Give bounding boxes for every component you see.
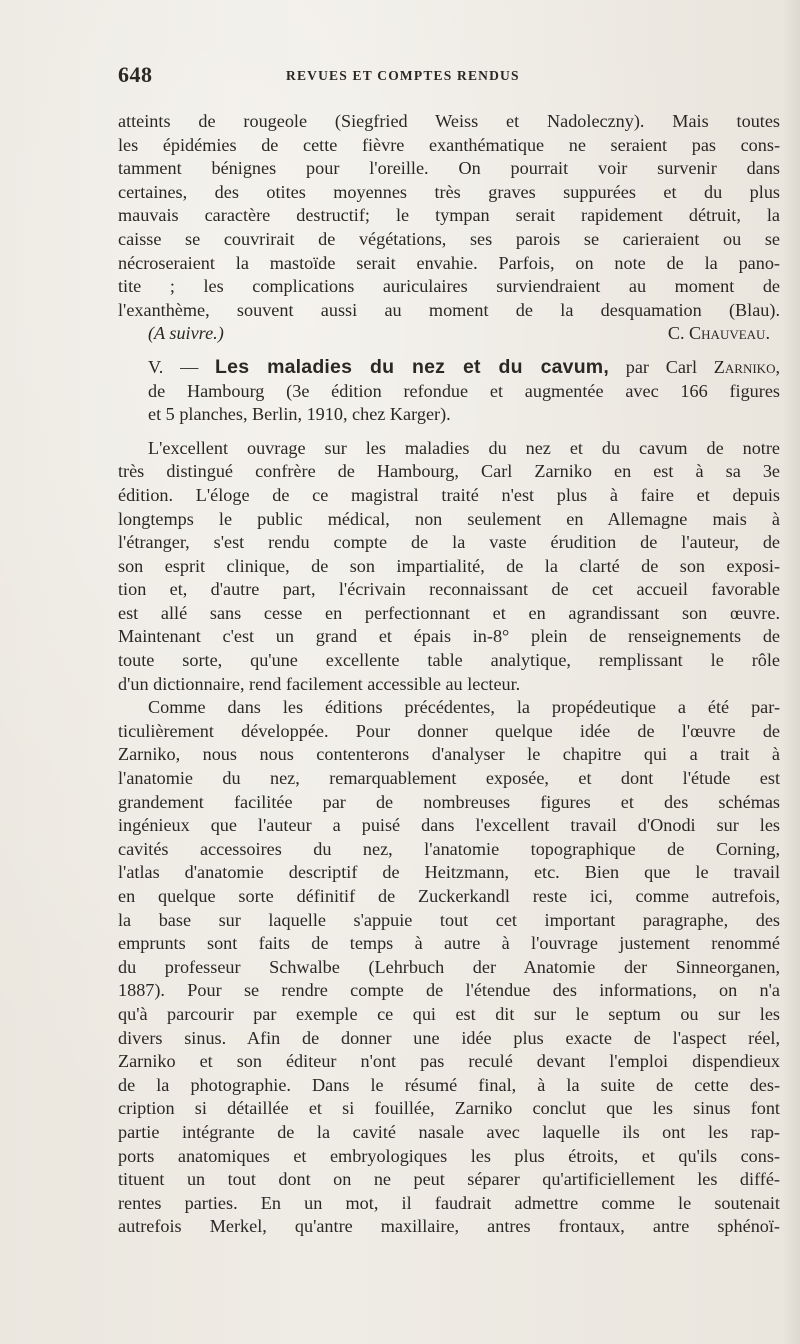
running-title: REVUES ET COMPTES RENDUS [286,68,520,83]
reviewer-signature: C. Chauveau. [667,323,770,344]
page-body [118,110,780,1239]
section-number: V. — [148,356,199,377]
text-line: l'anatomie du nez, remarquablement exposée, et dont l'étude est [118,768,780,789]
previous-review-end [118,110,780,346]
text-line: ports anatomiques et embryologiques les plus étroits, et qu'ils cons- [118,1145,780,1166]
continuation-note: (A suivre.) [148,323,224,344]
text-line: cavités accessoires du nez, l'anatomie topographique de Corning, [118,838,780,859]
text-line: grandement facilitée par de nombreuses figures et des schémas [118,791,780,812]
text-line: de la photographie. Dans le résumé final, à la suite de cette des- [118,1074,780,1095]
text-line: Zarniko, nous nous contenterons d'analyser le chapitre qui a trait à [118,744,780,765]
text-line: Maintenant c'est un grand et épais in-8° plein de renseignements de [118,626,780,647]
text-line: tamment bénignes pour l'oreille. On pourrait voir survenir dans [118,158,780,179]
text-line: du professeur Schwalbe (Lehrbuch der Anatomie der Sinneorganen, [118,956,780,977]
review-section [118,356,780,427]
text-line: son esprit clinique, de son impartialité, de la clarté de son exposi- [118,555,780,576]
text-line: l'atlas d'anatomie descriptif de Heitzmann, etc. Bien que le travail [118,862,780,883]
text-line: nécroseraient la mastoïde serait envahie. Parfois, on note de la pano- [118,252,780,273]
signature-line [118,322,780,346]
text-line: ticulièrement développée. Pour donner quelque idée de l'œuvre de [118,720,780,741]
citation-line: de Hambourg (3e édition refondue et augmentée avec 166 figures [148,380,780,401]
text-line: ingénieux que l'auteur a puisé dans l'excellent travail d'Onodi sur les [118,815,780,836]
text-line: L'excellent ouvrage sur les maladies du nez et du cavum de notre [148,437,780,458]
text-line: caisse se couvrirait de végétations, ses parois se carieraient ou se [118,228,780,249]
text-line: tituent un tout dont on ne peut séparer qu'artificiellement les diffé- [118,1169,780,1190]
page-number: 648 [118,62,153,87]
text-line: l'exanthème, souvent aussi au moment de la desquamation (Blau). [118,299,780,320]
text-line: cription si détaillée et si fouillée, Zarniko conclut que les sinus font [118,1098,780,1119]
text-line: partie intégrante de la cavité nasale avec laquelle ils ont les rap- [118,1121,780,1142]
text-line: certaines, des otites moyennes très graves suppurées et du plus [118,181,780,202]
text-line: toute sorte, qu'une excellente table analytique, remplissant le rôle [118,650,780,671]
text-line: d'un dictionnaire, rend facilement accessible au lecteur. [118,673,521,694]
page-edge-shadow [782,0,800,1344]
text-line: est allé sans cesse en perfectionnant et en agrandissant son œuvre. [118,602,780,623]
text-line: divers sinus. Afin de donner une idée plus exacte de l'aspect réel, [118,1027,780,1048]
text-line: Comme dans les éditions précédentes, la propédeutique a été par- [148,697,780,718]
paragraph-2 [118,696,780,1239]
page-header [118,62,780,92]
paragraph-1 [118,437,780,697]
author-name: Zarniko, [713,356,781,377]
text-line: tite ; les complications auriculaires surviendraient au moment de [118,276,780,297]
section-title: Les maladies du nez et du cavum, [215,355,609,378]
text-line: en quelque sorte définitif de Zuckerkandl reste ici, comme autrefois, [118,886,780,906]
text-line: tion et, d'autre part, l'écrivain reconnaissant de cet accueil favorable [118,579,780,600]
text-line: mauvais caractère destructif; le tympan serait rapidement détruit, la [118,205,780,226]
citation-line: et 5 planches, Berlin, 1910, chez Karger). [148,404,451,425]
text-line: la base sur laquelle s'appuie tout cet important paragraphe, des [118,909,780,930]
text-line: édition. L'éloge de ce magistral traité n'est plus à faire et depuis [118,484,780,505]
byline-text: par Carl [625,356,698,377]
section-heading [118,356,780,380]
text-line: l'étranger, s'est rendu compte de la vaste érudition de l'auteur, de [118,532,780,553]
text-line: longtemps le public médical, non seulement en Allemagne mais à [118,508,780,529]
text-line: rentes parties. En un mot, il faudrait admettre comme le soutenait [118,1192,780,1213]
text-line: très distingué confrère de Hambourg, Carl Zarniko en est à sa 3e [118,461,780,482]
text-line: emprunts sont faits de temps à autre à l'ouvrage justement renommé [118,933,780,954]
text-line: atteints de rougeole (Siegfried Weiss et Nadoleczny). Mais toutes [118,111,780,131]
text-line: 1887). Pour se rendre compte de l'étendue des informations, on n'a [118,980,780,1001]
text-line: les épidémies de cette fièvre exanthématique ne seraient pas cons- [118,134,780,155]
text-line: Zarniko et son éditeur n'ont pas reculé devant l'emploi dispendieux [118,1051,780,1072]
text-line: autrefois Merkel, qu'antre maxillaire, antres frontaux, antre sphénoï- [118,1216,780,1237]
text-line: qu'à parcourir par exemple ce qui est dit sur le septum ou sur les [118,1003,780,1024]
